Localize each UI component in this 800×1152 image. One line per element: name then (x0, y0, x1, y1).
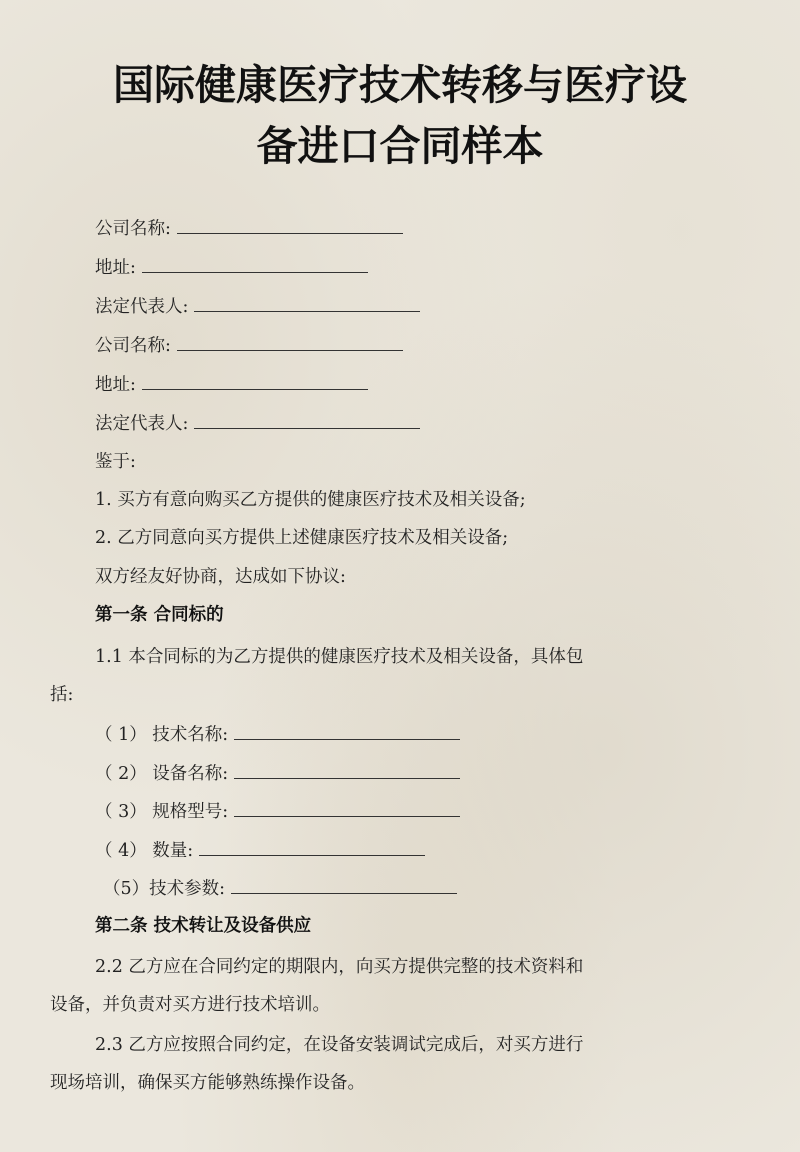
party-b-address-field (95, 373, 368, 396)
item-tech-params-label: （5）技术参数: (103, 879, 226, 899)
clause-1-1-line-1: 1.1 本合同标的为乙方提供的健康医疗技术及相关设备，具体包 (95, 647, 584, 667)
party-b-company-field (95, 334, 403, 357)
item-quantity-label: （ 4） 数量: (95, 841, 194, 861)
item-equipment-name-blank (234, 762, 460, 779)
party-a-address-field (95, 256, 368, 279)
item-model-label: （ 3） 规格型号: (95, 802, 229, 822)
item-technology-name-label: （ 1） 技术名称: (95, 725, 229, 745)
party-a-company-field (95, 217, 403, 240)
party-a-address-label: 地址: (95, 258, 136, 278)
item-technology-name-blank (234, 723, 460, 740)
item-tech-params-field (103, 877, 457, 900)
clause-2-3-line-2: 现场培训，确保买方能够熟练操作设备。 (50, 1073, 365, 1093)
item-equipment-name-label: （ 2） 设备名称: (95, 764, 229, 784)
party-b-address-label: 地址: (95, 375, 136, 395)
party-a-company-label: 公司名称: (95, 219, 171, 239)
item-equipment-name-field (95, 762, 460, 785)
item-technology-name-field (95, 723, 460, 746)
clause-2-2-line-2: 设备，并负责对买方进行技术培训。 (50, 995, 330, 1015)
agreement-intro: 双方经友好协商，达成如下协议: (95, 567, 346, 587)
item-quantity-blank (199, 839, 425, 856)
clause-2-2-line-1: 2.2 乙方应在合同约定的期限内，向买方提供完整的技术资料和 (95, 957, 584, 977)
whereas-label: 鉴于: (95, 452, 136, 472)
whereas-item-1: 1. 买方有意向购买乙方提供的健康医疗技术及相关设备; (95, 490, 526, 510)
party-b-rep-label: 法定代表人: (95, 414, 189, 434)
whereas-item-2: 2. 乙方同意向买方提供上述健康医疗技术及相关设备; (95, 528, 509, 548)
document-title-line-2: 备进口合同样本 (256, 122, 544, 170)
party-a-address-blank (142, 256, 368, 273)
party-b-address-blank (142, 373, 368, 390)
party-a-company-blank (177, 217, 403, 234)
party-a-rep-field (95, 295, 420, 318)
article-2-heading: 第二条 技术转让及设备供应 (95, 916, 312, 936)
clause-2-3-line-1: 2.3 乙方应按照合同约定，在设备安装调试完成后，对买方进行 (95, 1035, 584, 1055)
party-a-rep-blank (194, 295, 420, 312)
item-tech-params-blank (231, 877, 457, 894)
party-b-rep-blank (194, 412, 420, 429)
document-title-line-1: 国际健康医疗技术转移与医疗设 (113, 61, 687, 109)
item-quantity-field (95, 839, 425, 862)
article-1-heading: 第一条 合同标的 (95, 605, 224, 625)
party-b-rep-field (95, 412, 420, 435)
item-model-blank (234, 800, 460, 817)
party-b-company-label: 公司名称: (95, 336, 171, 356)
party-b-company-blank (177, 334, 403, 351)
clause-1-1-line-2: 括: (50, 685, 74, 705)
item-model-field (95, 800, 460, 823)
party-a-rep-label: 法定代表人: (95, 297, 189, 317)
